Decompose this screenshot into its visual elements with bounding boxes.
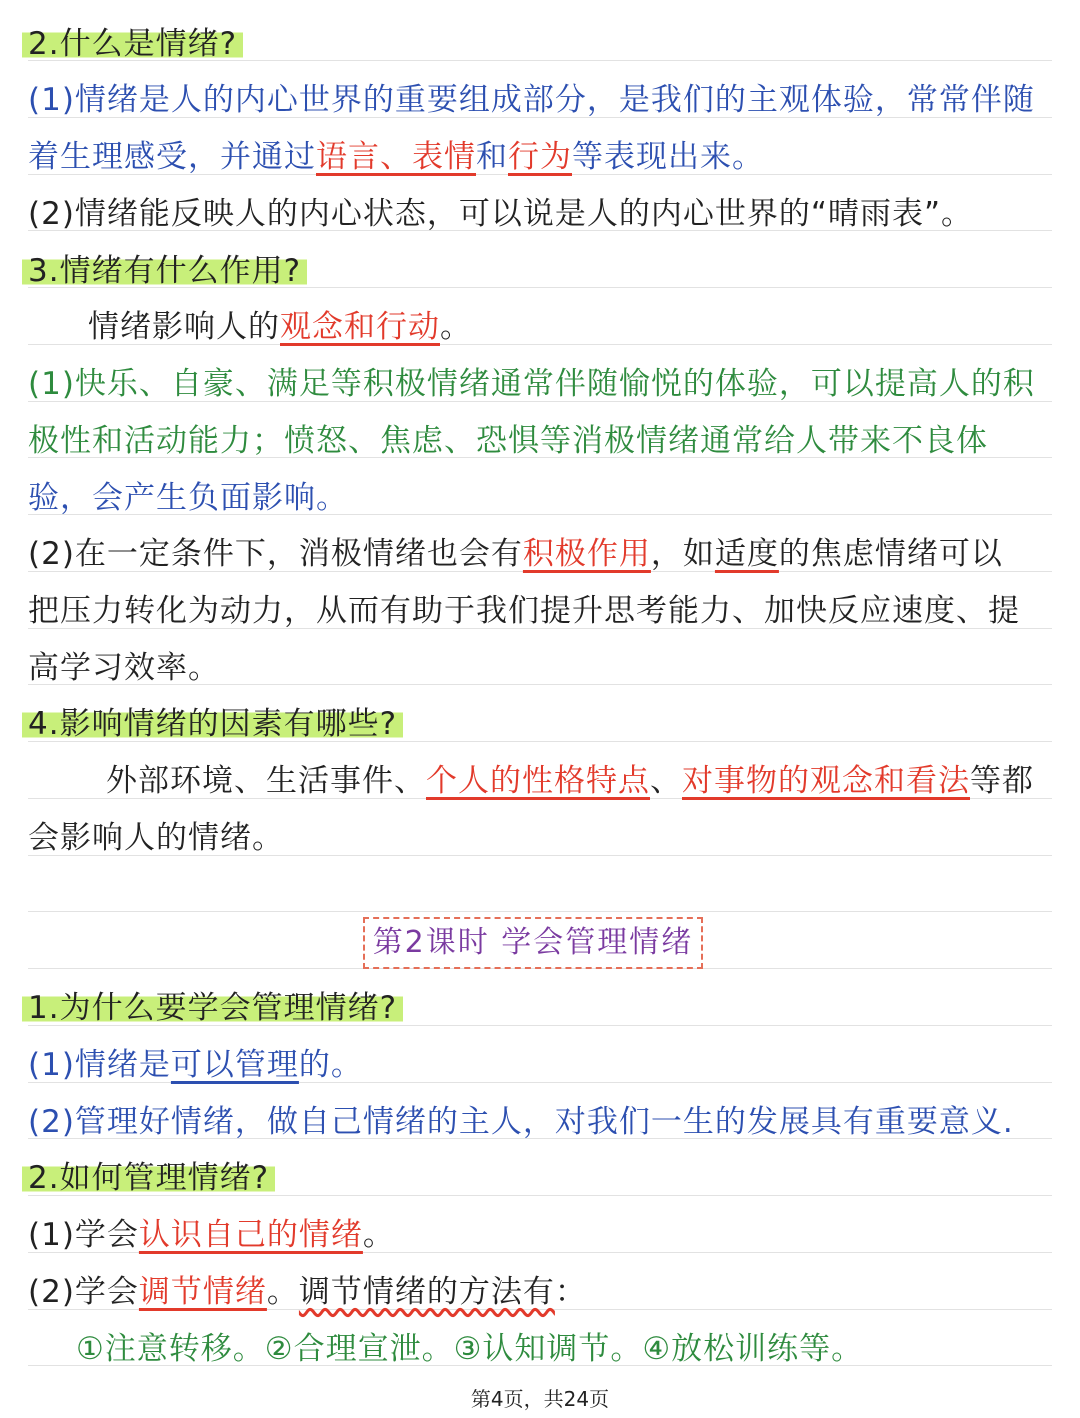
text-segment: 把压力转化为动力，从而有助于我们提升思考能力、加快反应速度、提: [28, 593, 1020, 629]
text-segment: (2)管理好情绪，做自己情绪的主人，对我们一生的发展具有重要意义.: [28, 1104, 1014, 1140]
text-line: [28, 356, 1052, 412]
text-segment: 。: [440, 309, 472, 345]
text-line: [28, 583, 1052, 639]
text-line: [28, 1207, 1052, 1263]
text-line: [28, 413, 1052, 469]
text-line: [28, 1037, 1052, 1093]
text-segment: (1)情绪是: [28, 1047, 171, 1083]
heading-highlight: 1.为什么要学会管理情绪?: [22, 990, 403, 1026]
keyword-separator: 、: [380, 139, 412, 175]
text-segment: 高学习效率。: [28, 650, 220, 686]
keyword: 对事物的观念和看法: [682, 763, 970, 799]
text-segment: (1)快乐、自豪、满足等积极情绪通常伴随愉悦的体验，可以提高人的积: [28, 366, 1035, 402]
text-line: [28, 186, 1052, 242]
text-line: [28, 1094, 1052, 1150]
text-segment: 。: [362, 1217, 395, 1253]
text-line: [28, 753, 1052, 809]
text-segment: 等表现出来。: [572, 139, 764, 175]
page-footer: 第4页，共24页: [470, 1387, 610, 1411]
text-segment: 、: [650, 763, 682, 799]
heading-highlight: 2.什么是情绪?: [22, 26, 243, 62]
text-segment: 等都: [970, 763, 1034, 799]
keyword: 表情: [412, 139, 476, 175]
keyword: 个人的性格特点: [426, 763, 650, 799]
methods-list: ①注意转移。②合理宣泄。③认知调节。④放松训练等。: [76, 1331, 864, 1367]
question-heading: [28, 1150, 1052, 1206]
text-line: [28, 526, 1052, 582]
ruled-line: [28, 911, 1052, 912]
text-segment: 和: [476, 139, 508, 175]
text-segment: 着生理感受，并通过: [28, 139, 316, 175]
text-segment: 的焦虑情绪可以: [778, 536, 1003, 572]
text-line: [28, 470, 1052, 526]
text-segment: (1)情绪是人的内心世界的重要组成部分，是我们的主观体验，常常伴随: [28, 82, 1035, 118]
keyword: 积极作用: [522, 536, 651, 572]
heading-highlight: 4.影响情绪的因素有哪些?: [22, 706, 403, 742]
text-segment: 会影响人的情绪。: [28, 820, 284, 856]
text-segment: ，如: [650, 536, 715, 572]
question-heading: [28, 16, 1052, 72]
question-heading: [28, 243, 1052, 299]
keyword: 观念和行动: [280, 309, 440, 345]
text-segment: 外部环境、生活事件、: [106, 763, 426, 799]
text-line: [28, 299, 1052, 355]
text-segment: 的。: [298, 1047, 363, 1083]
section-title: 第2课时 学会管理情绪: [372, 925, 694, 960]
underlined-word: 适度: [714, 536, 779, 572]
text-line: [28, 72, 1052, 128]
text-segment: ：: [554, 1274, 587, 1310]
wavy-underlined-text: 调节情绪的方法有: [298, 1274, 555, 1310]
heading-highlight: 2.如何管理情绪?: [22, 1160, 275, 1196]
text-segment: 。: [266, 1274, 299, 1310]
text-segment: (2)学会: [28, 1274, 139, 1310]
text-segment: (2)情绪能反映人的内心状态，可以说是人的内心世界的“晴雨表”。: [28, 196, 974, 232]
text-segment: (1)学会: [28, 1217, 139, 1253]
text-segment: 情绪影响人的: [88, 309, 280, 345]
question-heading: [28, 696, 1052, 752]
text-line: [28, 1264, 1052, 1320]
heading-highlight: 3.情绪有什么作用?: [22, 253, 307, 289]
keyword: 认识自己的情绪: [138, 1217, 363, 1253]
section-title-box: [363, 917, 703, 969]
text-line: [28, 129, 1052, 185]
text-segment: 验，会产生负面影响。: [28, 480, 348, 516]
keyword: 语言: [316, 139, 380, 175]
keyword: 行为: [508, 139, 572, 175]
question-heading: [28, 980, 1052, 1036]
text-segment: (2)在一定条件下，消极情绪也会有: [28, 536, 523, 572]
text-line: [28, 640, 1052, 696]
keyword: 调节情绪: [138, 1274, 267, 1310]
underlined-word: 可以管理: [170, 1047, 299, 1083]
text-line: [28, 1321, 1052, 1377]
text-segment: 极性和活动能力；愤怒、焦虑、恐惧等消极情绪通常给人带来不良体: [28, 423, 988, 459]
text-line: [28, 810, 1052, 866]
